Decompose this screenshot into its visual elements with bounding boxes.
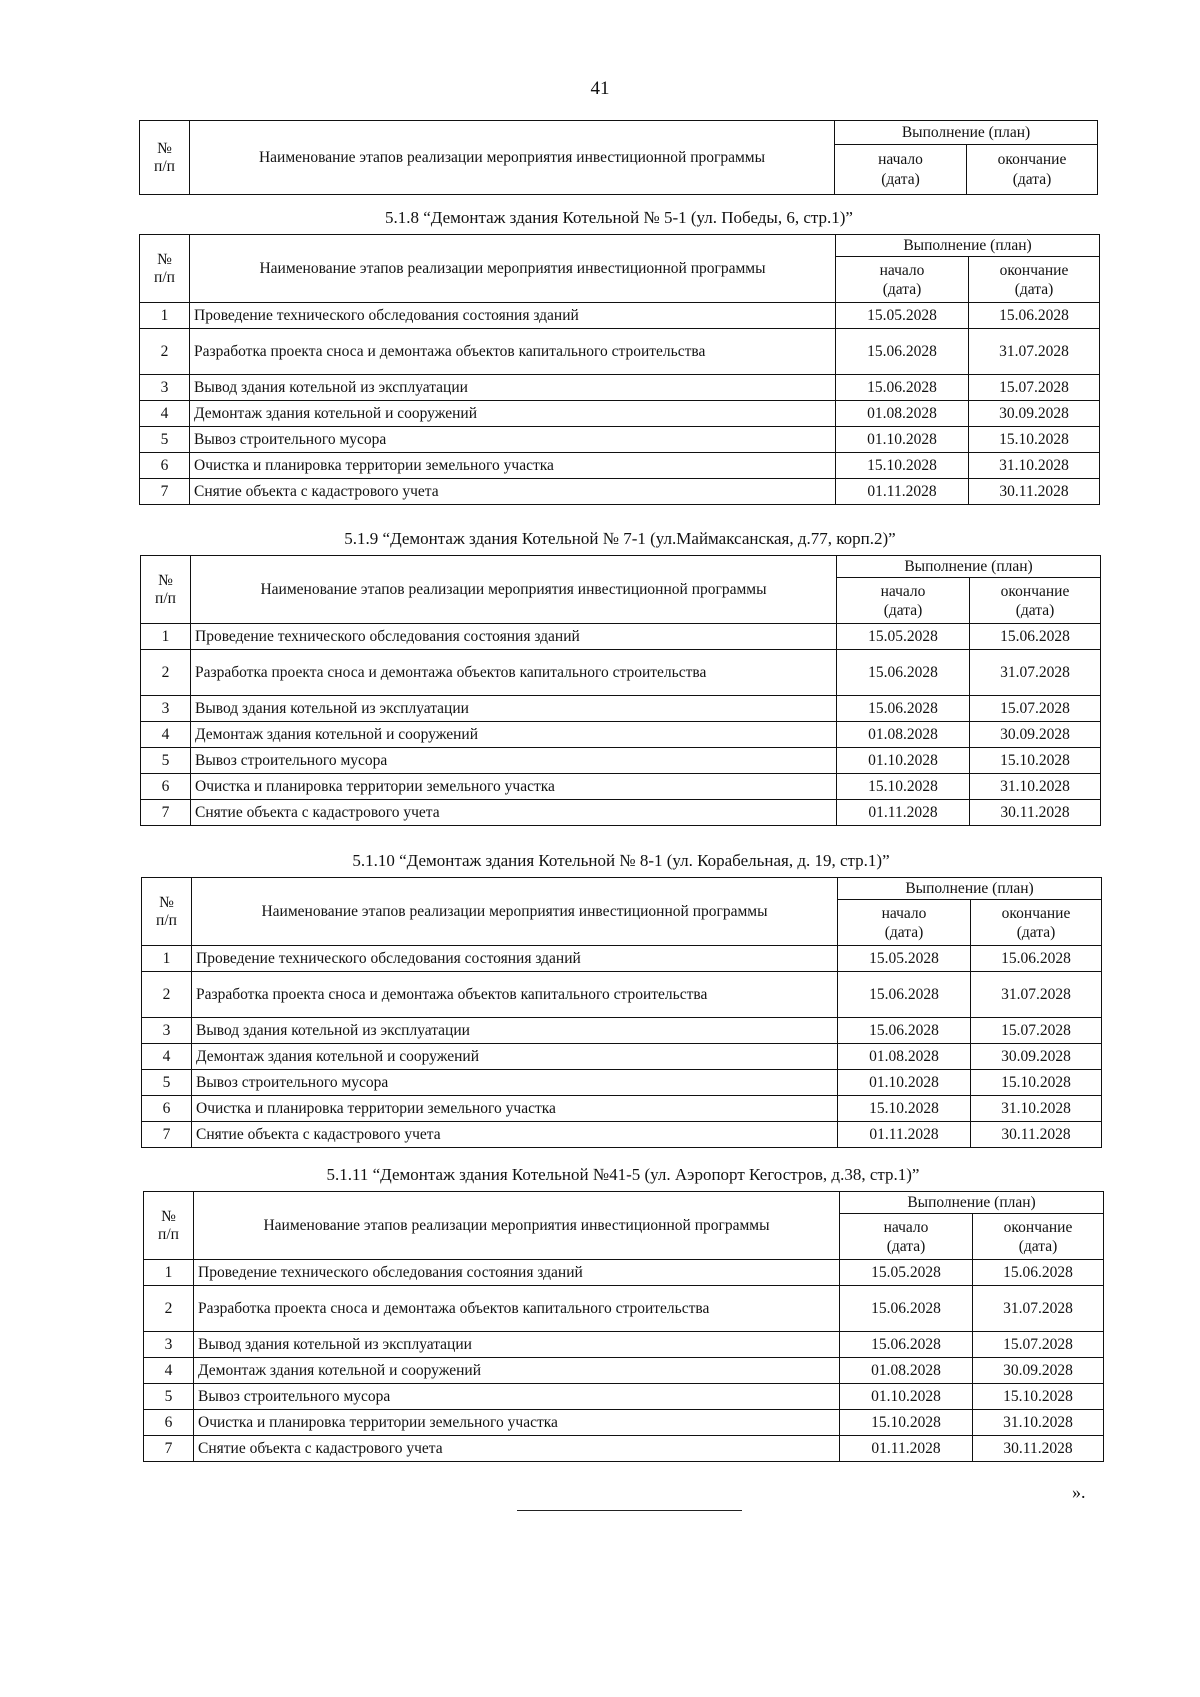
row-num: 4 <box>140 401 190 427</box>
row-name: Вывоз строительного мусора <box>191 748 837 774</box>
header-start-cell <box>835 145 967 195</box>
table-row <box>141 800 1101 826</box>
row-num: 5 <box>140 427 190 453</box>
table-row <box>142 1044 1102 1070</box>
header-end-cell <box>967 145 1098 195</box>
row-name: Демонтаж здания котельной и сооружений <box>194 1358 840 1384</box>
schedule-table <box>139 234 1100 505</box>
table-row <box>141 722 1101 748</box>
row-num: 2 <box>141 650 191 696</box>
row-end-date: 15.07.2028 <box>970 696 1101 722</box>
row-end-date: 31.10.2028 <box>970 774 1101 800</box>
row-start-date: 01.11.2028 <box>836 479 969 505</box>
row-start-date: 15.10.2028 <box>838 1096 971 1122</box>
table-row <box>140 401 1100 427</box>
row-end-date: 30.09.2028 <box>970 722 1101 748</box>
row-start-date: 15.10.2028 <box>837 774 970 800</box>
schedule-table <box>140 555 1101 826</box>
row-end-date: 31.07.2028 <box>971 972 1102 1018</box>
header-end-label: окончание (дата) <box>1003 1218 1073 1255</box>
row-name: Очистка и планировка территории земельного участка <box>192 1096 838 1122</box>
row-num: 5 <box>142 1070 192 1096</box>
row-end-date: 15.07.2028 <box>971 1018 1102 1044</box>
row-num: 6 <box>144 1410 194 1436</box>
row-num: 1 <box>144 1260 194 1286</box>
row-start-date: 01.11.2028 <box>837 800 970 826</box>
row-end-date: 31.07.2028 <box>970 650 1101 696</box>
row-end-date: 31.07.2028 <box>969 329 1100 375</box>
header-start-cell <box>838 900 971 946</box>
row-name: Разработка проекта сноса и демонтажа объектов капитального строительства <box>194 1286 840 1332</box>
schedule-table <box>143 1191 1104 1462</box>
row-num: 3 <box>141 696 191 722</box>
row-start-date: 15.06.2028 <box>838 972 971 1018</box>
header-start-label: начало (дата) <box>880 582 926 619</box>
row-name: Очистка и планировка территории земельного участка <box>194 1410 840 1436</box>
row-num: 6 <box>141 774 191 800</box>
header-end-cell <box>969 257 1100 303</box>
header-end-cell <box>971 900 1102 946</box>
row-end-date: 31.07.2028 <box>973 1286 1104 1332</box>
row-end-date: 15.10.2028 <box>971 1070 1102 1096</box>
row-start-date: 15.05.2028 <box>840 1260 973 1286</box>
table-row <box>142 1070 1102 1096</box>
header-end-label: окончание (дата) <box>1000 582 1070 619</box>
row-name: Проведение технического обследования состояния зданий <box>192 946 838 972</box>
header-num-cell <box>142 878 192 946</box>
row-start-date: 01.08.2028 <box>840 1358 973 1384</box>
table-row <box>140 303 1100 329</box>
row-start-date: 01.10.2028 <box>838 1070 971 1096</box>
row-end-date: 15.07.2028 <box>969 375 1100 401</box>
row-name: Вывод здания котельной из эксплуатации <box>190 375 836 401</box>
section-title: 5.1.9 “Демонтаж здания Котельной № 7-1 (ул.Маймаксанская, д.77, корп.2)” <box>344 529 896 548</box>
row-start-date: 15.06.2028 <box>840 1286 973 1332</box>
header-execution-cell: Выполнение (план) <box>837 556 1101 578</box>
row-start-date: 15.06.2028 <box>836 329 969 375</box>
row-end-date: 31.10.2028 <box>969 453 1100 479</box>
row-num: 4 <box>142 1044 192 1070</box>
row-start-date: 01.08.2028 <box>837 722 970 748</box>
row-start-date: 01.11.2028 <box>838 1122 971 1148</box>
schedule-table <box>141 877 1102 1148</box>
header-table-block <box>139 120 1097 195</box>
table-row <box>144 1436 1104 1462</box>
row-end-date: 15.10.2028 <box>969 427 1100 453</box>
header-start-cell <box>837 578 970 624</box>
row-name: Демонтаж здания котельной и сооружений <box>192 1044 838 1070</box>
table-row <box>140 375 1100 401</box>
header-end-label: окончание (дата) <box>999 261 1069 298</box>
row-start-date: 01.10.2028 <box>840 1384 973 1410</box>
row-num: 1 <box>140 303 190 329</box>
section-title: 5.1.8 “Демонтаж здания Котельной № 5-1 (ул. Победы, 6, стр.1)” <box>385 208 853 227</box>
row-name: Очистка и планировка территории земельного участка <box>190 453 836 479</box>
table-row <box>141 650 1101 696</box>
row-end-date: 15.07.2028 <box>973 1332 1104 1358</box>
row-num: 3 <box>140 375 190 401</box>
row-end-date: 30.09.2028 <box>973 1358 1104 1384</box>
row-num: 7 <box>141 800 191 826</box>
header-num-label: № п/п <box>155 571 176 607</box>
header-num-label: № п/п <box>156 893 177 929</box>
header-execution-cell: Выполнение (план) <box>836 235 1100 257</box>
table-row <box>141 774 1101 800</box>
header-start-cell <box>840 1214 973 1260</box>
row-name: Вывоз строительного мусора <box>190 427 836 453</box>
section-title: 5.1.11 “Демонтаж здания Котельной №41-5 (ул. Аэропорт Кегостров, д.38, стр.1)” <box>326 1165 920 1184</box>
row-end-date: 15.10.2028 <box>973 1384 1104 1410</box>
row-start-date: 01.08.2028 <box>836 401 969 427</box>
header-name-cell: Наименование этапов реализации мероприятия инвестиционной программы <box>192 878 838 946</box>
row-start-date: 15.06.2028 <box>836 375 969 401</box>
row-name: Проведение технического обследования состояния зданий <box>194 1260 840 1286</box>
row-name: Вывоз строительного мусора <box>194 1384 840 1410</box>
row-name: Разработка проекта сноса и демонтажа объектов капитального строительства <box>191 650 837 696</box>
table-row <box>144 1260 1104 1286</box>
row-start-date: 15.05.2028 <box>838 946 971 972</box>
row-end-date: 15.10.2028 <box>970 748 1101 774</box>
row-start-date: 15.05.2028 <box>836 303 969 329</box>
row-end-date: 30.09.2028 <box>971 1044 1102 1070</box>
row-num: 4 <box>144 1358 194 1384</box>
header-name-cell: Наименование этапов реализации мероприятия инвестиционной программы <box>190 121 835 195</box>
row-start-date: 15.06.2028 <box>838 1018 971 1044</box>
table-row <box>144 1410 1104 1436</box>
row-name: Вывод здания котельной из эксплуатации <box>192 1018 838 1044</box>
row-name: Снятие объекта с кадастрового учета <box>194 1436 840 1462</box>
row-num: 7 <box>140 479 190 505</box>
row-name: Разработка проекта сноса и демонтажа объектов капитального строительства <box>192 972 838 1018</box>
row-num: 6 <box>140 453 190 479</box>
table-row <box>142 1122 1102 1148</box>
row-name: Вывод здания котельной из эксплуатации <box>191 696 837 722</box>
header-name-cell: Наименование этапов реализации мероприятия инвестиционной программы <box>194 1192 840 1260</box>
table-row <box>140 479 1100 505</box>
header-num-label: № п/п <box>154 139 175 175</box>
table-row <box>141 624 1101 650</box>
closing-quote: ». <box>1072 1482 1086 1502</box>
row-start-date: 15.06.2028 <box>837 650 970 696</box>
header-start-label: начало (дата) <box>881 904 927 941</box>
row-end-date: 31.10.2028 <box>971 1096 1102 1122</box>
header-num-label: № п/п <box>154 250 175 286</box>
row-num: 4 <box>141 722 191 748</box>
row-start-date: 01.08.2028 <box>838 1044 971 1070</box>
row-name: Демонтаж здания котельной и сооружений <box>190 401 836 427</box>
row-start-date: 15.10.2028 <box>836 453 969 479</box>
table-row <box>142 946 1102 972</box>
row-end-date: 30.09.2028 <box>969 401 1100 427</box>
table-row <box>142 972 1102 1018</box>
row-name: Очистка и планировка территории земельного участка <box>191 774 837 800</box>
row-name: Разработка проекта сноса и демонтажа объектов капитального строительства <box>190 329 836 375</box>
header-end-label: окончание (дата) <box>1001 904 1071 941</box>
header-start-label: начало (дата) <box>879 261 925 298</box>
table-row <box>144 1358 1104 1384</box>
table-row <box>142 1096 1102 1122</box>
row-start-date: 01.10.2028 <box>836 427 969 453</box>
end-rule <box>517 1510 742 1511</box>
row-end-date: 30.11.2028 <box>969 479 1100 505</box>
row-end-date: 15.06.2028 <box>969 303 1100 329</box>
row-num: 2 <box>142 972 192 1018</box>
row-start-date: 15.06.2028 <box>840 1332 973 1358</box>
row-start-date: 15.10.2028 <box>840 1410 973 1436</box>
row-num: 3 <box>142 1018 192 1044</box>
row-num: 1 <box>141 624 191 650</box>
row-num: 7 <box>142 1122 192 1148</box>
row-end-date: 30.11.2028 <box>971 1122 1102 1148</box>
header-num-cell <box>140 235 190 303</box>
row-name: Снятие объекта с кадастрового учета <box>190 479 836 505</box>
row-end-date: 31.10.2028 <box>973 1410 1104 1436</box>
row-name: Снятие объекта с кадастрового учета <box>191 800 837 826</box>
row-name: Вывод здания котельной из эксплуатации <box>194 1332 840 1358</box>
row-end-date: 30.11.2028 <box>970 800 1101 826</box>
row-start-date: 01.10.2028 <box>837 748 970 774</box>
header-end-cell <box>970 578 1101 624</box>
header-name-cell: Наименование этапов реализации мероприятия инвестиционной программы <box>191 556 837 624</box>
row-end-date: 15.06.2028 <box>971 946 1102 972</box>
row-start-date: 15.06.2028 <box>837 696 970 722</box>
row-end-date: 15.06.2028 <box>970 624 1101 650</box>
table-row <box>144 1332 1104 1358</box>
section-title: 5.1.10 “Демонтаж здания Котельной № 8-1 (ул. Корабельная, д. 19, стр.1)” <box>352 851 890 870</box>
row-end-date: 15.06.2028 <box>973 1260 1104 1286</box>
table-row <box>141 748 1101 774</box>
row-num: 3 <box>144 1332 194 1358</box>
row-num: 2 <box>140 329 190 375</box>
row-start-date: 15.05.2028 <box>837 624 970 650</box>
row-start-date: 01.11.2028 <box>840 1436 973 1462</box>
table-row <box>140 453 1100 479</box>
row-name: Снятие объекта с кадастрового учета <box>192 1122 838 1148</box>
header-end-cell <box>973 1214 1104 1260</box>
table-row <box>140 427 1100 453</box>
row-name: Демонтаж здания котельной и сооружений <box>191 722 837 748</box>
header-end-label: окончание (дата) <box>997 151 1067 188</box>
header-name-cell: Наименование этапов реализации мероприятия инвестиционной программы <box>190 235 836 303</box>
row-name: Проведение технического обследования состояния зданий <box>191 624 837 650</box>
header-start-cell <box>836 257 969 303</box>
row-num: 7 <box>144 1436 194 1462</box>
row-num: 1 <box>142 946 192 972</box>
header-start-label: начало (дата) <box>883 1218 929 1255</box>
row-num: 6 <box>142 1096 192 1122</box>
row-num: 2 <box>144 1286 194 1332</box>
header-num-label: № п/п <box>158 1207 179 1243</box>
table-row <box>141 696 1101 722</box>
table-row <box>142 1018 1102 1044</box>
header-execution-cell: Выполнение (план) <box>838 878 1102 900</box>
table-row <box>140 329 1100 375</box>
header-num-cell <box>144 1192 194 1260</box>
page-number: 41 <box>590 78 610 99</box>
row-end-date: 30.11.2028 <box>973 1436 1104 1462</box>
header-execution-cell: Выполнение (план) <box>835 121 1098 145</box>
table-row <box>144 1286 1104 1332</box>
header-num-cell <box>140 121 190 195</box>
header-start-label: начало (дата) <box>878 151 923 188</box>
row-num: 5 <box>144 1384 194 1410</box>
header-execution-cell: Выполнение (план) <box>840 1192 1104 1214</box>
row-name: Проведение технического обследования состояния зданий <box>190 303 836 329</box>
header-table <box>139 120 1098 195</box>
row-name: Вывоз строительного мусора <box>192 1070 838 1096</box>
header-num-cell <box>141 556 191 624</box>
row-num: 5 <box>141 748 191 774</box>
table-row <box>144 1384 1104 1410</box>
